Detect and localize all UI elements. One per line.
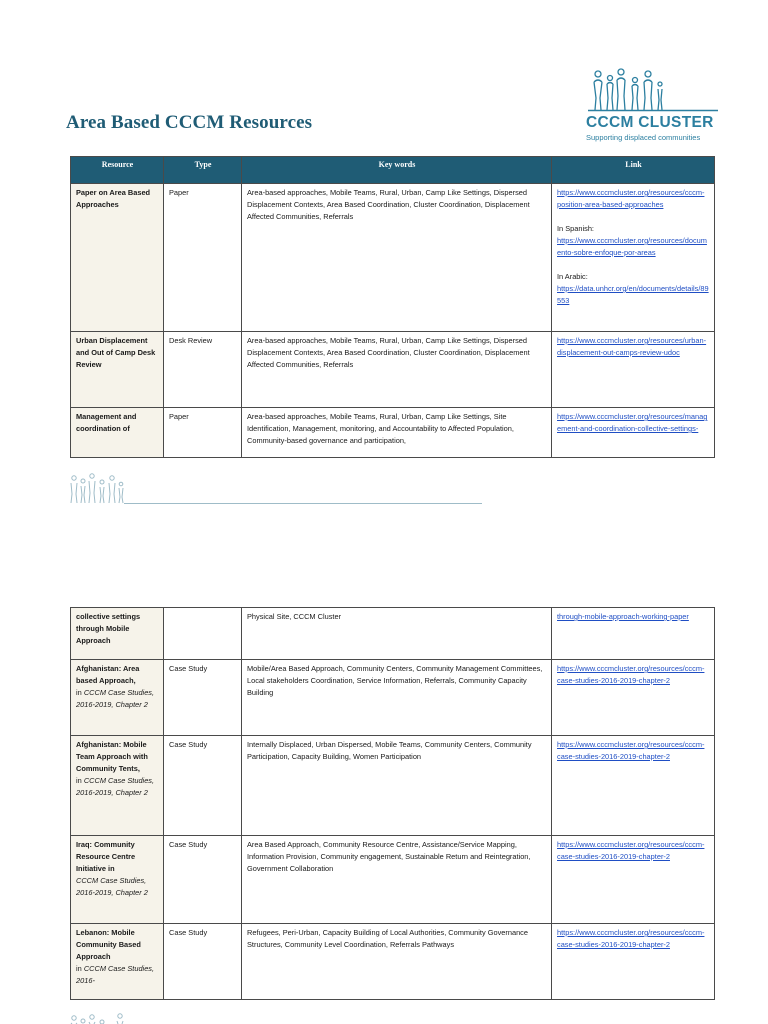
resource-link[interactable]: https://www.cccmcluster.org/resources/cccm-case-studies-2016-2019-chapter-2 — [557, 840, 705, 861]
resource-cell — [71, 836, 164, 924]
people-silhouettes-icon — [588, 68, 718, 114]
resource-cell — [71, 736, 164, 836]
table-row — [71, 736, 715, 836]
keywords-cell: Area-based approaches, Mobile Teams, Rural, Urban, Camp Like Settings, Dispersed Displacement Contexts, Area Based Coordination, Cluster Coordination, Displacement Affected Communities, Referrals — [242, 184, 552, 332]
type-cell: Case Study — [164, 660, 242, 736]
resource-cell — [71, 332, 164, 408]
table-row — [71, 608, 715, 660]
resource-link[interactable]: https://www.cccmcluster.org/resources/cccm-case-studies-2016-2019-chapter-2 — [557, 664, 705, 685]
link-cell — [552, 736, 715, 836]
type-cell: Paper — [164, 184, 242, 332]
table-row — [71, 184, 715, 332]
table-row — [71, 660, 715, 736]
resource-cell — [71, 924, 164, 1000]
header-link: Link — [552, 157, 715, 184]
footer-people-divider-icon — [68, 1012, 138, 1024]
resource-name: Lebanon: Mobile Community Based Approach — [76, 928, 141, 961]
resource-source: CCCM Case Studies, 2016- — [76, 964, 155, 985]
resource-link[interactable]: https://www.cccmcluster.org/resources/urban-displacement-out-camps-review-udoc — [557, 336, 707, 357]
keywords-cell: Internally Displaced, Urban Dispersed, Mobile Teams, Community Centers, Community Participation, Capacity Building, Women Participation — [242, 736, 552, 836]
keywords-cell: Refugees, Peri-Urban, Capacity Building of Local Authorities, Community Governance Structures, Community Level Coordination, Referrals Pathways — [242, 924, 552, 1000]
resource-cell — [71, 608, 164, 660]
table-row — [71, 836, 715, 924]
type-cell: Paper — [164, 408, 242, 458]
resource-in: in — [76, 776, 82, 785]
resource-name: collective settings through Mobile Approach — [76, 612, 141, 645]
arabic-label: In Arabic: — [557, 272, 588, 281]
link-cell — [552, 836, 715, 924]
table-row — [71, 408, 715, 458]
link-cell — [552, 408, 715, 458]
page-title: Area Based CCCM Resources — [66, 112, 313, 133]
type-cell: Desk Review — [164, 332, 242, 408]
resource-name: Afghanistan: Mobile Team Approach with Community Tents, — [76, 740, 148, 773]
link-cell — [552, 660, 715, 736]
link-cell — [552, 184, 715, 332]
header-keywords: Key words — [242, 157, 552, 184]
keywords-cell: Area Based Approach, Community Resource Centre, Assistance/Service Mapping, Information Provision, Community engagement, Sustainable Return and Reintegration, Government Collaboration — [242, 836, 552, 924]
resource-name: Urban Displacement and Out of Camp Desk Review — [76, 336, 156, 369]
resource-name: Paper on Area Based Approaches — [76, 188, 151, 209]
resource-link[interactable]: https://www.cccmcluster.org/resources/management-and-coordination-collective-settings- — [557, 412, 708, 433]
link-cell — [552, 332, 715, 408]
spanish-label: In Spanish: — [557, 224, 594, 233]
arabic-link[interactable]: https://data.unhcr.org/en/documents/details/89553 — [557, 284, 709, 305]
type-cell: Case Study — [164, 924, 242, 1000]
resource-cell — [71, 408, 164, 458]
resource-source: CCCM Case Studies, 2016-2019, Chapter 2 — [76, 776, 155, 797]
type-cell: Case Study — [164, 836, 242, 924]
logo-tagline: Supporting displaced communities — [586, 133, 701, 142]
cccm-cluster-logo — [584, 68, 716, 148]
link-cell — [552, 924, 715, 1000]
table-row — [71, 924, 715, 1000]
logo-name: CCCM CLUSTER — [586, 114, 714, 131]
table-row — [71, 332, 715, 408]
keywords-cell: Area-based approaches, Mobile Teams, Rural, Urban, Camp Like Settings, Dispersed Displacement Contexts, Area Based Coordination, Cluster Coordination, Displacement Affected Communities, Referrals — [242, 332, 552, 408]
resource-link[interactable]: through-mobile-approach-working-paper — [557, 612, 689, 621]
resource-source: CCCM Case Studies, 2016-2019, Chapter 2 — [76, 876, 148, 897]
table-header-row — [71, 157, 715, 184]
spanish-link[interactable]: https://www.cccmcluster.org/resources/documento-sobre-enfoque-por-areas — [557, 236, 707, 257]
link-cell — [552, 608, 715, 660]
resource-link[interactable]: https://www.cccmcluster.org/resources/cccm-case-studies-2016-2019-chapter-2 — [557, 928, 705, 949]
resources-table-page-1 — [70, 156, 715, 458]
resource-in: in — [76, 688, 82, 697]
header-resource: Resource — [71, 157, 164, 184]
resource-in: in — [76, 964, 82, 973]
type-cell: Case Study — [164, 736, 242, 836]
resource-name: Management and coordination of — [76, 412, 137, 433]
keywords-cell: Physical Site, CCCM Cluster — [242, 608, 552, 660]
keywords-cell: Mobile/Area Based Approach, Community Centers, Community Management Committees, Local stakeholders Coordination, Service Information, Referrals, Community Capacity Building — [242, 660, 552, 736]
resource-name: Afghanistan: Area based Approach, — [76, 664, 140, 685]
header-type: Type — [164, 157, 242, 184]
resource-name: Iraq: Community Resource Centre Initiative in — [76, 840, 136, 873]
resource-cell — [71, 184, 164, 332]
resource-cell — [71, 660, 164, 736]
resource-link[interactable]: https://www.cccmcluster.org/resources/cccm-case-studies-2016-2019-chapter-2 — [557, 740, 705, 761]
footer-people-divider-icon — [68, 470, 484, 506]
resources-table-page-2 — [70, 607, 715, 1000]
type-cell — [164, 608, 242, 660]
keywords-cell: Area-based approaches, Mobile Teams, Rural, Urban, Camp Like Settings, Site Identification, Management, monitoring, and Accountability to Affected Population, Community-based governance and participation, — [242, 408, 552, 458]
resource-link[interactable]: https://www.cccmcluster.org/resources/cccm-position-area-based-approaches — [557, 188, 705, 209]
resource-source: CCCM Case Studies, 2016-2019, Chapter 2 — [76, 688, 155, 709]
